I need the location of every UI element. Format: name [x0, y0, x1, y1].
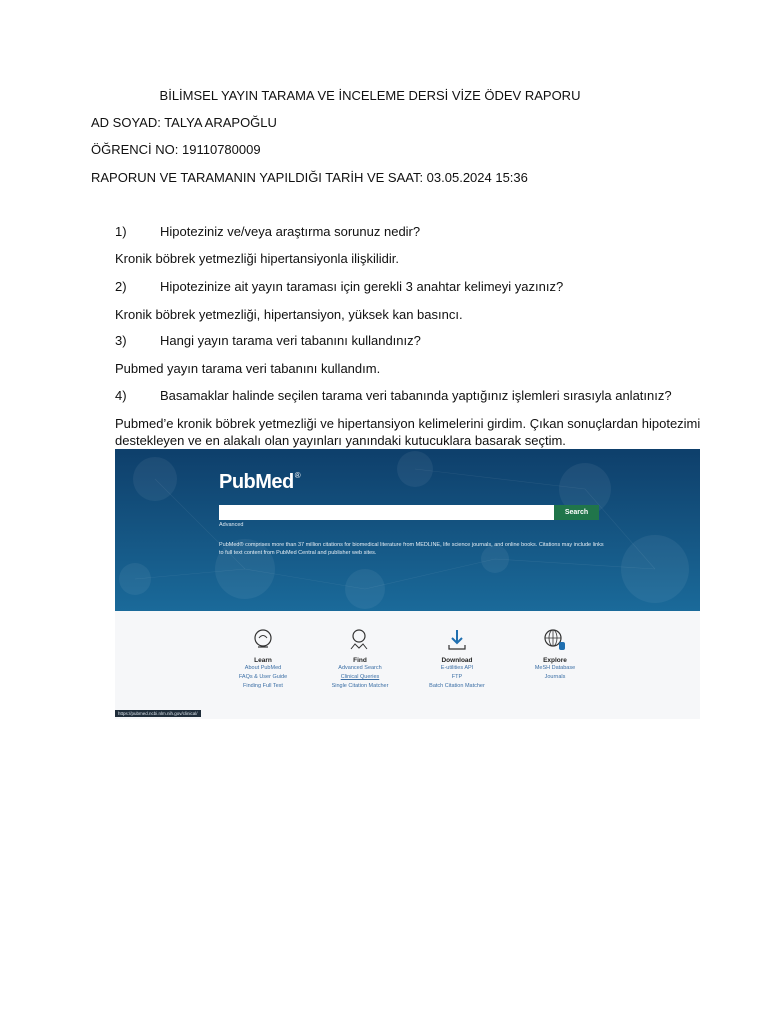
- learn-heading: Learn: [254, 657, 272, 664]
- answer-4: Pubmed’e kronik böbrek yetmezliği ve hipertansiyon kelimelerini girdim. Çıkan sonuçlardan hipotezimi destekleyen ve en alakalı olan yayınları yanındaki kutucuklara basarak seçtim.: [115, 416, 701, 448]
- pubmed-logo-text: PubMed: [219, 471, 294, 493]
- single-citation-matcher-link[interactable]: Single Citation Matcher: [331, 683, 389, 689]
- learn-column: [218, 627, 308, 691]
- question-3-text: Hangi yayın tarama veri tabanını kullandınız?: [160, 333, 421, 348]
- pubmed-screenshot: [115, 449, 700, 719]
- question-4-text: Basamaklar halinde seçilen tarama veri tabanında yaptığınız işlemleri sırasıyla anlatınız?: [160, 388, 672, 403]
- about-pubmed-link[interactable]: About PubMed: [244, 665, 282, 671]
- registered-mark: ®: [294, 471, 301, 480]
- answer-1: Kronik böbrek yetmezliği hipertansiyonla ilişkilidir.: [115, 251, 399, 266]
- pubmed-logo[interactable]: [219, 471, 300, 494]
- clinical-queries-link[interactable]: Clinical Queries: [340, 674, 380, 680]
- background-network-pattern: [115, 449, 700, 611]
- explore-column: [510, 627, 600, 682]
- search-button[interactable]: Search: [554, 505, 599, 520]
- pubmed-hero: [115, 449, 700, 611]
- question-2-text: Hipotezinize ait yayın taraması için gerekli 3 anahtar kelimeyi yazınız?: [160, 279, 564, 294]
- question-1-text: Hipoteziniz ve/veya araştırma sorunuz nedir?: [160, 224, 421, 239]
- find-icon: [347, 627, 373, 653]
- pubmed-features: [115, 611, 700, 719]
- eutilities-api-link[interactable]: E-utilities API: [440, 665, 474, 671]
- journals-link[interactable]: Journals: [544, 674, 566, 680]
- advanced-search-link[interactable]: Advanced: [219, 522, 244, 528]
- batch-citation-matcher-link[interactable]: Batch Citation Matcher: [429, 683, 485, 689]
- question-4-number: 4): [115, 388, 127, 403]
- explore-icon: [542, 627, 568, 653]
- download-column: [412, 627, 502, 691]
- status-bar-url: https://pubmed.ncbi.nlm.nih.gov/clinical/: [115, 710, 201, 717]
- download-icon: [444, 627, 470, 653]
- find-column: [315, 627, 405, 691]
- student-number-line: ÖĞRENCİ NO: 19110780009: [91, 142, 261, 157]
- mesh-database-link[interactable]: MeSH Database: [534, 665, 576, 671]
- date-line: RAPORUN VE TARAMANIN YAPILDIĞI TARİH VE SAAT: 03.05.2024 15:36: [91, 170, 528, 185]
- question-1-number: 1): [115, 224, 127, 239]
- answer-3: Pubmed yayın tarama veri tabanını kullandım.: [115, 361, 381, 376]
- answer-2: Kronik böbrek yetmezliği, hipertansiyon, yüksek kan basıncı.: [115, 307, 463, 322]
- report-title: BİLİMSEL YAYIN TARAMA VE İNCELEME DERSİ VİZE ÖDEV RAPORU: [159, 88, 581, 103]
- name-line: AD SOYAD: TALYA ARAPOĞLU: [91, 115, 277, 130]
- download-heading: Download: [441, 657, 473, 664]
- explore-heading: Explore: [543, 657, 567, 664]
- find-heading: Find: [353, 657, 367, 664]
- search-input[interactable]: [219, 505, 554, 520]
- advanced-search-feature-link[interactable]: Advanced Search: [338, 665, 382, 671]
- question-2-number: 2): [115, 279, 127, 294]
- faqs-user-guide-link[interactable]: FAQs & User Guide: [238, 674, 288, 680]
- pubmed-description: PubMed® comprises more than 37 million citations for biomedical literature from MEDLINE, life science journals, and online books. Citations may include links to full text content from PubMed Central and publisher web sites.: [219, 542, 604, 556]
- question-3-number: 3): [115, 333, 127, 348]
- ftp-link[interactable]: FTP: [451, 674, 463, 680]
- finding-full-text-link[interactable]: Finding Full Text: [243, 683, 283, 689]
- learn-icon: [250, 627, 276, 653]
